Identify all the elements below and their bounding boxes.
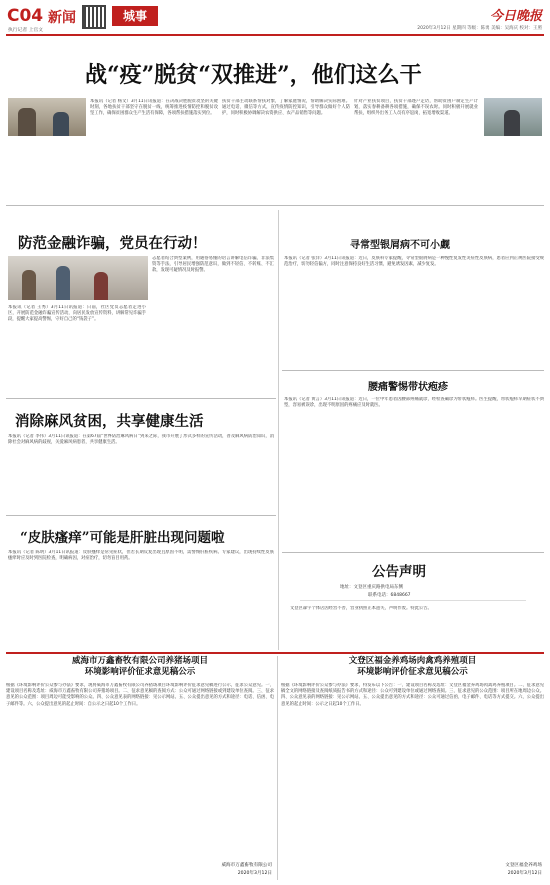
- lead-headline: 战“疫”脱贫“双推进”，他们这么干: [85, 62, 422, 88]
- art2-text: 本报讯（记者 张洋）3月11日讯报道：近日，皮肤科专家提醒，寻常型银屑病是一种慢性复发性炎症性皮肤病，患者应到正规医院接受规范治疗，切勿轻信偏方，同时注意保持良好生活习惯，避免诱发因素，减少复发。: [284, 256, 544, 268]
- ad-left-subtitle: 环境影响评价征求意见稿公示: [84, 667, 196, 677]
- art1-text-left: 本报讯（记者 王秀）3月11日讯报道：日前，社区党员志愿者走进小区，开展防范金融诈骗宣传活动，向居民发放宣传资料，讲解常见诈骗手段，提醒大家提高警惕，守好自己的“钱袋子”。: [8, 305, 146, 323]
- ad-left-title: 威海市万鑫畜牧有限公司养猪场项目: [71, 656, 208, 666]
- lead-col-2: 扶贫干部主动联系帮扶对象，了解家庭情况，帮助解决实际困难。通过电话、微信等方式，宣传疫情防控知识，引导群众做好个人防护，同时积极协调解决农资供应、农产品销售等问题。: [222, 99, 350, 117]
- qr-code-icon: [82, 5, 106, 29]
- ad-left: [6, 656, 274, 880]
- divider: [6, 515, 276, 516]
- art3-text: 本报讯（记者 李伟）3月11日讯报道：在第67届“世界防治麻风病日”到来之际，我市开展了形式多样的宣传活动，普及麻风病防治知识，消除社会对麻风病的歧视，关爱麻风病患者，共享健康生活。: [8, 434, 274, 446]
- divider: [300, 600, 526, 601]
- ad-right-date: 2020年3月12日: [507, 871, 542, 876]
- masthead-rule: [6, 34, 544, 36]
- divider: [282, 552, 544, 553]
- art3-headline: 消除麻风贫困，共享健康生活: [15, 413, 204, 430]
- lead-photo-2: [484, 98, 542, 136]
- sub-section-tab: [112, 6, 158, 26]
- notice-headline: 公告声明: [372, 564, 426, 580]
- ad-right-footer: 文登区福金养鸡场: [505, 863, 542, 868]
- divider: [277, 656, 278, 880]
- editor-line: 执行记者 上官文: [8, 28, 44, 33]
- art4-headline: 腰痛警惕带状疱疹: [368, 382, 448, 393]
- divider: [6, 205, 544, 206]
- art2-headline: 寻常型银屑病不可小觑: [350, 240, 450, 251]
- section-name: 新闻: [48, 10, 76, 26]
- sub-section-label: 城事: [122, 9, 147, 23]
- masthead: [0, 0, 550, 40]
- ad-left-text: 根据《环境影响评价公众参与办法》要求，现将威海市万鑫畜牧有限公司养猪场项目环境影响评价征求意见稿进行公示，征求公众意见。一、建设项目名称及选址：威海市万鑫畜牧有限公司养猪场项目。二、征求意见稿的查阅方式：公众可通过网络链接或到建设单位查阅。三、征求意见的公众范围：项目周边可能受影响的公众。四、公众意见表的网络链接：见公示网站。五、公众提出意见的方式和途径：电话、信函、电子邮件等。六、公众提出意见的起止时间：自公示之日起10个工作日。: [6, 683, 274, 707]
- art4-text: 本报讯（记者 黄言）3月11日讯报道：近日，一位中年患者因腰部疼痛就诊，经检查确诊为带状疱疹。医生提醒，带状疱疹早期症状不典型，容易被误诊，出现不明原因的疼痛应及时就医。: [284, 397, 544, 409]
- lead-photo: [8, 98, 86, 136]
- art5-headline: “皮肤瘙痒”可能是肝脏出现问题啦: [20, 530, 225, 546]
- divider: [282, 370, 544, 371]
- notice-phone: 联系电话：6848667: [368, 593, 411, 598]
- ads-rule: [6, 652, 544, 654]
- art1-headline: 防范金融诈骗，党员在行动！: [18, 235, 207, 252]
- page-code: C04: [7, 6, 44, 26]
- notice-address: 地址：文登区重庆路供电局东侧: [340, 585, 403, 590]
- date-line: 2020年3月12日 星期四 等级：陈勇 美编：吴海庆 校对：王照: [417, 26, 542, 31]
- ad-right: [281, 656, 544, 880]
- paper-logo: 今日晚报: [489, 9, 542, 24]
- ad-right-subtitle: 环境影响评价征求意见稿公示: [357, 667, 468, 677]
- notice-text: 文登区森宇个体店因经营不善，营业执照正本遗失，声明作废。特此公告。: [290, 606, 432, 611]
- lead-col-3: 针对产业扶贫项目，扶贫干部逐户走访，帮助贫困户制定生产计划，落实春耕备耕各项措施，确保不误农时。同时积极开展就业帮扶，组织外出务工人员有序返岗，拓宽增收渠道。: [354, 99, 478, 117]
- divider: [6, 398, 276, 399]
- ad-left-footer: 威海市万鑫畜牧有限公司: [221, 863, 272, 868]
- art5-text: 本报讯（记者 陈明）3月11日讯报道：皮肤瘙痒是常见症状，但若长期反复出现且原因不明，需警惕肝脏疾病。专家建议，出现持续性皮肤瘙痒时应及时到医院检查，明确病因，对症治疗，切勿盲目用药。: [8, 550, 274, 562]
- ad-left-date: 2020年3月12日: [237, 871, 272, 876]
- ad-right-text: 根据《环境影响评价公众参与办法》要求，特发布以下公告：一、建设项目名称及选址：文登区福金养鸡场肉禽鸡养殖项目。二、征求意见稿全文的网络链接及查阅纸质报告书的方式和途径：公众可到建设单位或通过网络查阅。三、征求意见的公众范围：项目所在地周边公众。四、公众意见表的网络链接：见公示网站。五、公众提出意见的方式和途径：公众可通过信函、电子邮件、电话等方式提交。六、公众提出意见的起止时间：公示之日起10个工作日。: [281, 683, 544, 707]
- art1-text-right: 志愿者结合典型案例，用通俗易懂的语言讲解电信诈骗、非法集资等手法，引导居民增强防范意识，做到不轻信、不转账、不汇款，发现可疑情况及时报警。: [152, 256, 274, 274]
- ad-right-title: 文登区福金养鸡场肉禽鸡养殖项目: [348, 656, 477, 666]
- art1-photo: [8, 256, 148, 300]
- lead-col-1: 本报讯（记者 杨文）3月11日讯报道：在决战决胜脱贫攻坚的关键时刻，各地扶贫干部坚守在脱贫一线，统筹推进疫情防控和脱贫攻坚工作，确保贫困群众生产生活有保障，各项帮扶措施落实到位。: [90, 99, 218, 117]
- divider: [278, 210, 279, 650]
